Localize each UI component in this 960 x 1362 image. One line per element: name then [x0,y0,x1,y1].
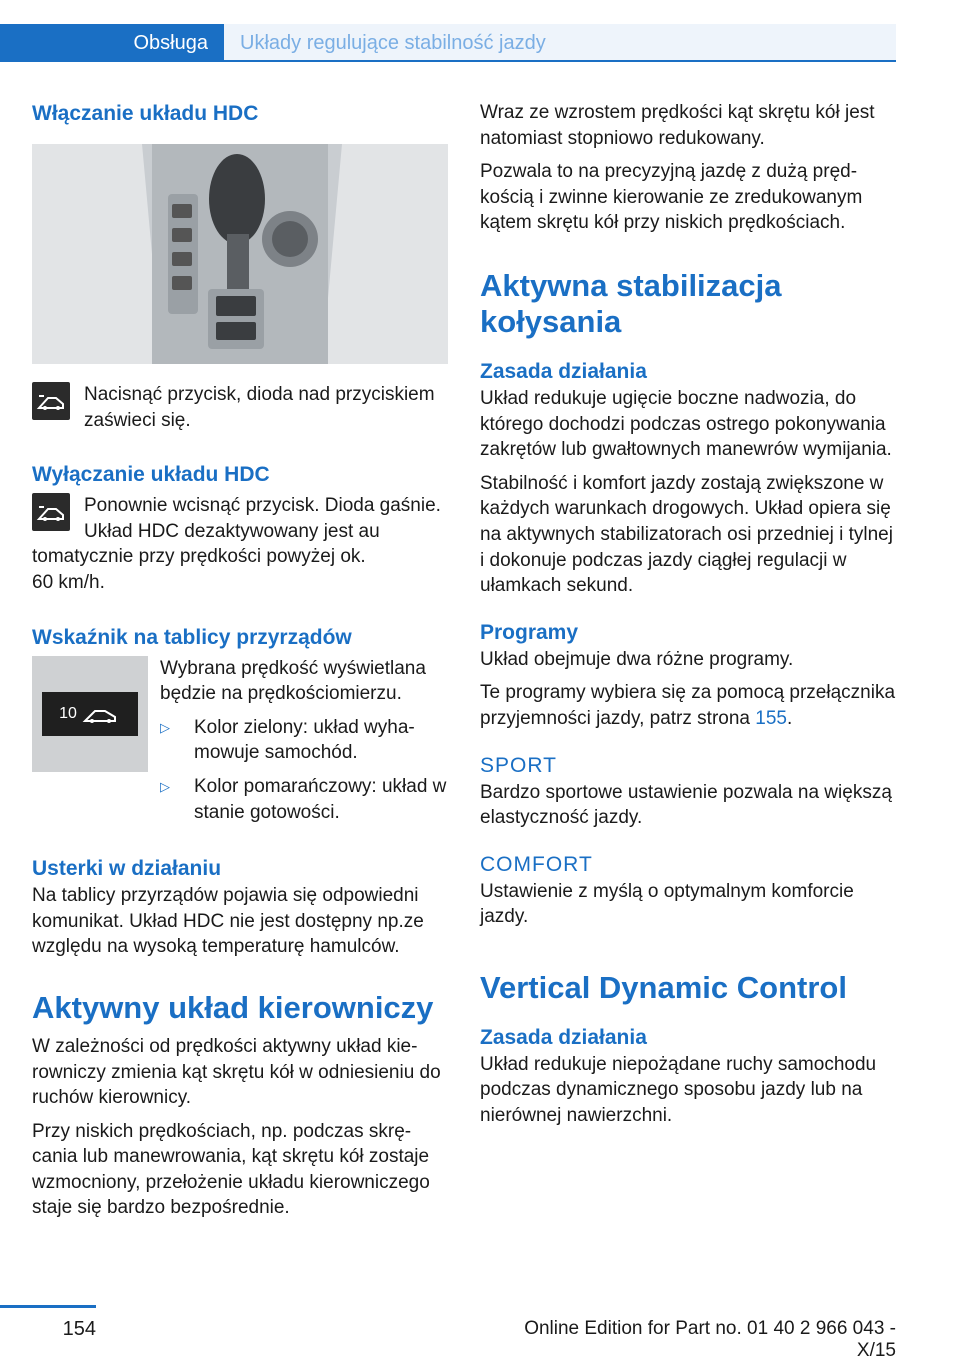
instrument-cluster-image [32,656,148,772]
indicator-text: Wybrana prędkość wyświetlana będzie na prędkościomierzu. [160,657,426,705]
programs-p1: Układ obejmuje dwa różne programy. [480,648,794,670]
heading-indicator: Wskaźnik na tablicy przyrządów [32,625,352,649]
tab-obsluga[interactable]: Obsługa [0,24,224,62]
left-column [32,100,448,1221]
tab-section-title[interactable]: Układy regulujące stabilność jazdy [224,24,896,62]
heading-hdc-on: Włączanie układu HDC [32,102,259,125]
page-number: 154 [62,1318,96,1340]
triangle-bullet-icon: ▷ [160,719,170,735]
hdc-car-icon [81,703,121,725]
steering-p3: Wraz ze wzrostem prędkości kąt skrętu kół jest natomiast stopniowo redukowany. [480,102,875,149]
edition-note: Online Edition for Part no. 01 40 2 966 043 - X/15 [524,1318,896,1361]
list-item: ▷ Kolor pomarańczowy: układ w stanie gotowości. [160,774,448,825]
center-console-illustration [32,144,448,364]
center-console-photo [32,144,448,364]
roll-p2: Stabilność i komfort jazdy zostają zwiększone w każdych warunkach drogowych. Układ opiera się na aktywnych stabilizatorach osi przedniej i tylnej i dokonuje podczas jazdy ciągłej regulacji w ułamkach sekund. [480,472,893,597]
triangle-bullet-icon: ▷ [160,778,170,794]
hdc-button-icon [32,382,70,420]
vdc-text: Układ redukuje niepożądane ruchy samochodu podczas dynamicznego sposobu jazdy lub na nierównej nawierzchni. [480,1053,877,1127]
programs-p2: Te programy wybiera się za pomocą przełącznika przyjemności jazdy, patrz strona 155. [480,682,896,729]
hdc-button-icon [32,493,70,531]
hdc-off-text-cont: tomatycznie przy prędkości powyżej ok. [32,546,366,568]
heading-hdc-off: Wyłączanie układu HDC [32,463,270,487]
active-steering-p1: W zależności od prędkości aktywny układ kierowniczy zmienia kąt skrętu kół w odniesieniu do ruchów kierownicy. [32,1035,441,1109]
header-divider [224,60,896,62]
page-link-155[interactable]: 155 [755,707,787,729]
speed-value: 10 [59,704,77,722]
heading-programs: Programy [480,620,579,644]
footer-divider [0,1305,96,1308]
comfort-text: Ustawienie z myślą o optymalnym komforcie jazdy. [480,880,854,928]
heading-sport: SPORT [480,753,557,777]
heading-active-steering: Aktywny układ kierowniczy [32,989,434,1025]
heading-malfunction: Usterki w działaniu [32,857,222,881]
heading-vdc: Vertical Dynamic Control [480,969,847,1005]
roll-p1: Układ redukuje ugięcie boczne nadwozia, do którego dochodzi podczas ostrego pokonywania zakrętów lub gwałtownych manewrów wymijania. [480,387,892,461]
list-item: ▷ Kolor zielony: układ wyhamowuje samochód. [160,715,448,766]
heading-principle-1: Zasada działania [480,359,647,383]
hdc-off-speed: 60 km/h. [32,571,105,593]
hdc-off-text: Ponownie wcisnąć przycisk. Dioda gaśnie. Układ HDC dezaktywowany jest au [84,495,441,542]
sport-text: Bardzo sportowe ustawienie pozwala na większą elastyczność jazdy. [480,781,892,829]
hdc-on-text: Nacisnąć przycisk, dioda nad przyciskiem zaświeci się. [84,384,435,431]
heading-roll-stabilization: Aktywna stabilizacja kołysania [480,267,782,339]
page-header [0,24,896,62]
right-column [480,100,896,1129]
steering-p4: Pozwala to na precyzyjną jazdę z dużą prędkością i zwinne kierowanie ze zredukowanym kątem skrętu kół przy niskich prędkościach. [480,161,863,234]
heading-principle-2: Zasada działania [480,1025,647,1049]
heading-comfort: COMFORT [480,852,593,876]
malfunction-text: Na tablicy przyrządów pojawia się odpowiedni komunikat. Układ HDC nie jest dostępny np.ze względu na wysoką temperaturę hamulców. [32,885,424,958]
active-steering-p2: Przy niskich prędkościach, np. podczas skręcania lub manewrowania, kąt skrętu kół zostaje wzmocniony, przełożenie układu kierowniczego staje się bardzo bezpośrednie. [32,1120,430,1219]
